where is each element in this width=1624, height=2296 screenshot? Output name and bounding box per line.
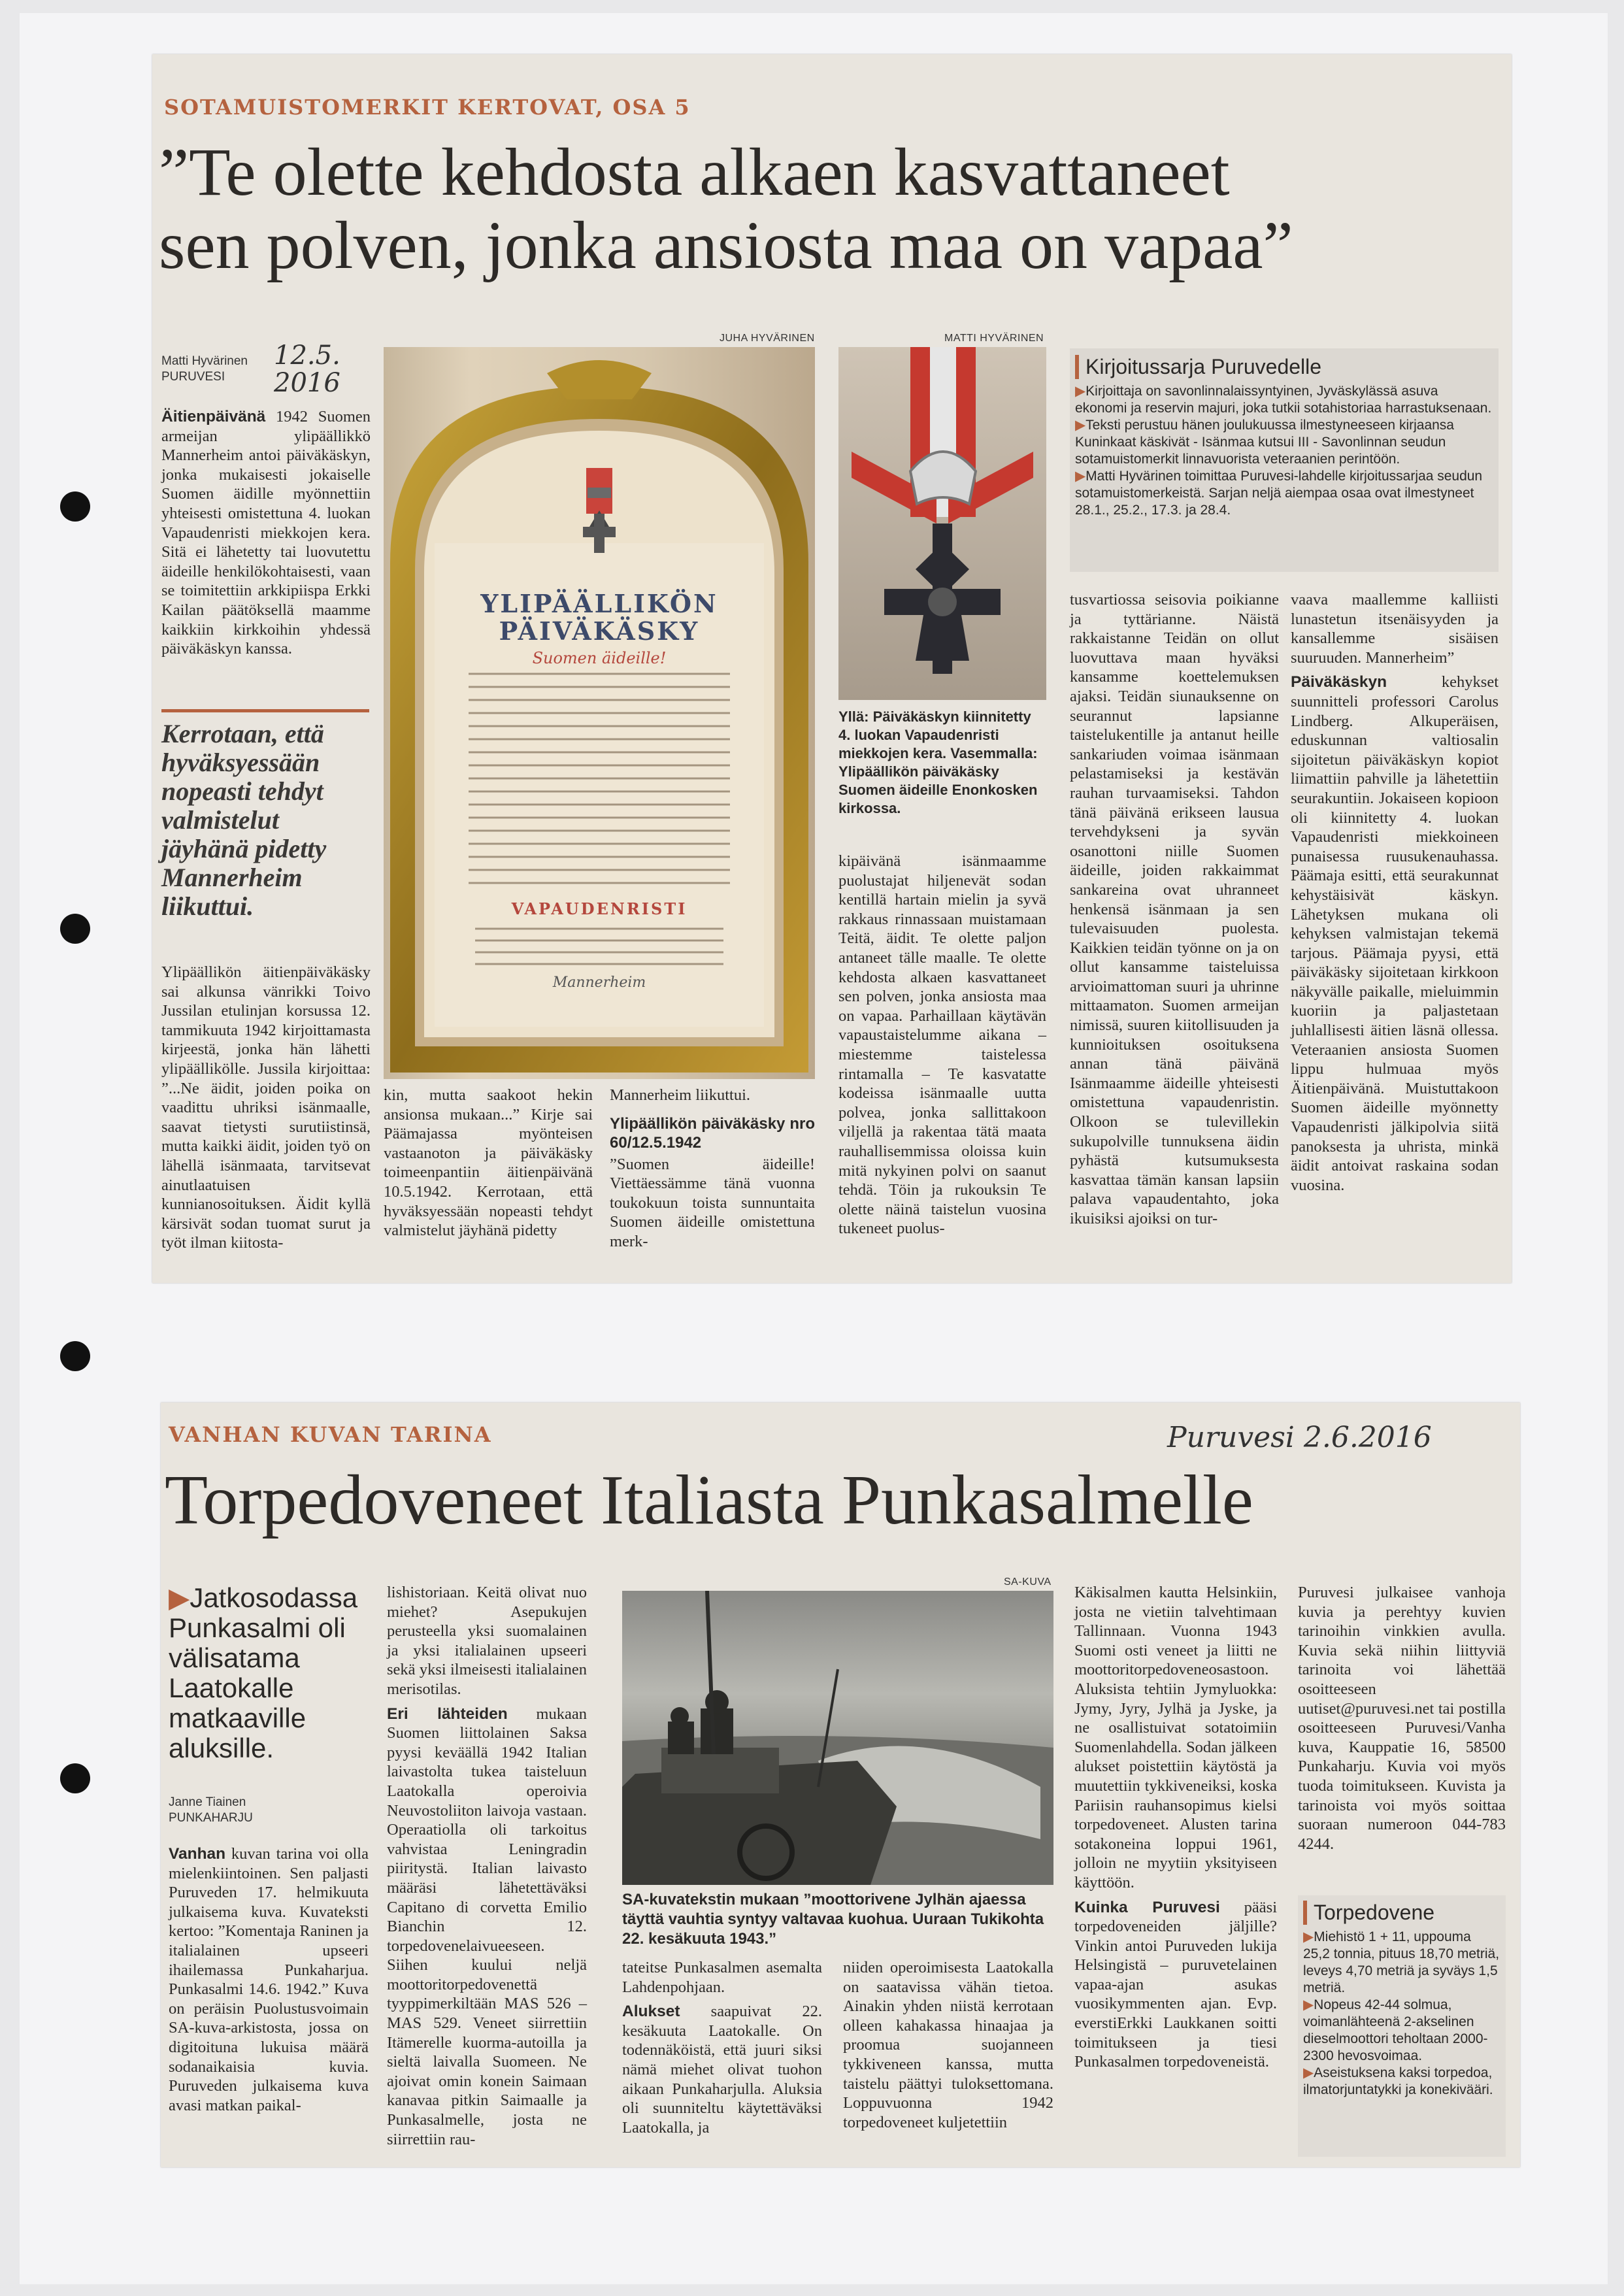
byline-place: PUNKAHARJU — [169, 1811, 253, 1825]
bullet-triangle-icon: ▶ — [1303, 1997, 1314, 2012]
photo-torpedo-boat — [622, 1591, 1053, 1885]
boat-graphic — [622, 1591, 1053, 1885]
poster-title: YLIPÄÄLLIKÖN PÄIVÄKÄSKY — [480, 589, 718, 646]
poster-signature: Mannerheim — [552, 974, 646, 991]
box-item: ▶Matti Hyvärinen toimittaa Puruvesi-lahdelle kirjoitussarjaa seudun sotamuistomerkeistä. Sarjan neljä aiempaa osaa ovat ilmestyneet 28.1., 25.2., 17.3. ja 28.4. — [1075, 469, 1483, 518]
punch-hole — [60, 914, 90, 944]
headline: Torpedoveneet Italiasta Punkasalmelle — [165, 1461, 1253, 1539]
byline — [169, 1795, 253, 1826]
series-kicker: SOTAMUISTOMERKIT KERTOVAT, OSA 5 — [164, 95, 691, 120]
bullet-triangle-icon: ▶ — [1303, 1929, 1314, 1944]
box-item: ▶Nopeus 42-44 solmua, voimanlähteenä 2-akselinen dieselmoottori teholtaan 2000-2300 hevosvoimaa. — [1303, 1997, 1488, 2063]
body-column-5: tusvartiossa seisovia poikianne ja tyttärianne. Näistä rakkaistanne Teidän on ollut luovuttava maan hyväksi kansamme koettelemuksen ajaksi. Teidän siunauksenne on seurannut lapsianne taistelukentille ja antanut heille sankariuden voimaa isänmaan pelastamiseksi ja kestävän rauhan turvaamiseksi. Tahdon tänä päivänä erikseen lausua tervehdykseni ja syvän osanottoni niille Suomen äideille, joiden rakkaimmat sankareina ovat uhranneet henkensä isänmaan ja sen tulevaisuuden puolesta. Kaikkien teidän työnne on ja on ollut kansamme taisteluissa arvioimattoman suuri ja uhrinne mittaamaton. Suomen armeijan nimissä, suuren kiitollisuuden ja kunnioituksen osoituksena annan tänä päivänä Isänmaamme äideille yhteisesti omistettuna vapaudenristin. Olkoon se tulevillekin sukupolville tunnuksena äidin pyhästä kutsumuksesta kasvattaa tämän kansan lapsiin palava vapaudentahto, joka ikuisiksi ajoiksi on tur- — [1070, 591, 1279, 1227]
bullet-triangle-icon: ▶ — [1075, 384, 1086, 399]
byline-place: PURUVESI — [161, 370, 225, 384]
photo-medal — [838, 347, 1046, 700]
body-column-5: Käkisalmen kautta Helsinkiin, josta ne vietiin talvehtimaan Tallinnaan. Vuonna 1943 Suomi osti veneet ja liitti ne moottoritorpedoveneosastoon. Aluksista tehtiin Jymyluokka: Jymy, Jyry, Jylhä ja Jyske, ja ne osallistuivat sotatoimiin Suomenlahdella. Sodan jälkeen alukset poistettiin käytöstä ja muutettiin tykkiveneiksi, koska Pariisin rauhansopimus kielsi torpedoveneet. Alusten tarina sotakoneina loppui 1961, jolloin ne myytiin yksityiseen käyttöön. Kuinka Puruvesi pääsi torpedoveneiden jäljille? Vinkin antoi Puruveden lukija Helsingistä – puruvetelainen vapaa-ajan asukas vuosikymmenten ajan. Evp. everstiErkki Laukkanen soitti toimitukseen ja tiesi Punkasalmen torpedoveneistä. — [1074, 1584, 1278, 2071]
headline-line-1: ”Te olette kehdosta alkaen kasvattaneet — [159, 135, 1230, 210]
photo-credit-1: JUHA HYVÄRINEN — [720, 333, 815, 344]
intro-paragraph: Äitienpäivänä 1942 Suomen armeijan ylipäällikkö Mannerheim antoi päiväkäskyn, jonka mukaisesti jokaiselle Suomen äidille myönnettiin yhteisesti omistettuna 4. luokan Vapaudenristi miekkojen kera. Sitä ei lähetetty tai luovutettu äideille henkilökohtaisesti, vaan se toimitettiin arkkipiispa Erkki Kailan päätöksellä maamme kaikkiin kirkkoihin yhdessä päiväkäskyn kanssa. — [161, 408, 371, 658]
punch-hole — [60, 491, 90, 522]
headline — [159, 136, 1505, 283]
box-title: Kirjoitussarja Puruvedelle — [1075, 355, 1493, 379]
byline-name: Janne Tiainen — [169, 1795, 246, 1809]
newspaper-clipping-2 — [161, 1403, 1520, 2167]
box-item: ▶Teksti perustuu hänen joulukuussa ilmestyneeseen kirjaansa Kuninkaat käskivät - Isänmaa kutsui III - Savonlinnan seudun sotamuistomerkit linnavuorista veteraanien perintöön. — [1075, 418, 1454, 467]
body-column-2: kin, mutta saakoot hekin ansionsa mukaan...” Kirje sai Päämajassa myönteisen vastaanoton ja päiväkäsky toimeenpantiin äitienpäivänä 10.5.1942. Kerrotaan, että hyväksyessään nopeasti tehdyt valmistelut jäyhänä pidetty — [384, 1086, 593, 1240]
punch-hole — [60, 1341, 90, 1371]
photo-framed-order — [384, 347, 815, 1079]
photo-caption: SA-kuvatekstin mukaan ”moottorivene Jylhän ajaessa täyttä vauhtia syntyy valtavaa kuohua. Uuraan Tukikohta 22. kesäkuuta 1943.” — [622, 1891, 1044, 1948]
body-column-1: Vanhan kuvan tarina voi olla mielenkiintoinen. Sen paljasti Puruveden 17. helmikuuta julkaisema kuva. Kuvateksti kertoo: ”Komentaja Raninen ja italialainen upseeri ihailemassa Punkaharjua. Punkasalmi 14.6. 1942.” Kuva on peräisin Puolustusvoimain SA-kuva-arkistosta, jossa on digitoituna lukuisa määrä sodanaikaisia kuvia. Puruveden julkaisema kuva avasi matkan paikal- — [169, 1845, 369, 2114]
box-title: Torpedovene — [1303, 1901, 1500, 1925]
handwritten-note: Puruvesi 2.6.2016 — [1167, 1421, 1432, 1454]
bullet-triangle-icon: ▶ — [1075, 418, 1086, 433]
body-column-3: tateitse Punkasalmen asemalta Lahdenpohjaan. Alukset saapuivat 22. kesäkuuta Laatokalle. On todennäköistä, että juuri siksi nämä miehet olivat tuohon aikaan Punkaharjulla. Aluksia oli suunniteltu käytettäväksi Laatokalla, ja — [622, 1959, 822, 2137]
box-item: ▶Miehistö 1 + 11, uppouma 25,2 tonnia, pituus 18,70 metriä, leveys 4,70 metriä ja syväys 1,5 metriä. — [1303, 1929, 1500, 1995]
box-item: ▶Aseistuksena kaksi torpedoa, ilmatorjuntatykki ja konekivääri. — [1303, 2065, 1493, 2097]
order-subhead: Ylipäällikön päiväkäsky nro 60/12.5.1942 — [610, 1114, 815, 1152]
box-item: ▶Kirjoittaja on savonlinnalaissyntyinen, Jyväskylässä asuva ekonomi ja reservin majuri, joka tutkii sotahistoriaa harrastuksenaan. — [1075, 384, 1492, 416]
byline-name: Matti Hyvärinen — [161, 354, 248, 368]
photo-credit: SA-KUVA — [1004, 1576, 1052, 1588]
punch-hole — [60, 1763, 90, 1793]
series-info-box — [1070, 348, 1499, 572]
body-column-4: niiden operoimisesta Laatokalla on saatavissa vähän tietoa. Ainakin yhden niistä kerrotaan olleen kahakassa hinaajaa ja proomua suojanneen tykkiveneen kanssa, mutta taistelu päättyi tuloksettomana. Loppuvuonna 1942 torpedoveneet kuljetettiin — [843, 1959, 1053, 2131]
medal-graphic — [838, 347, 1046, 700]
poster-subtitle: Suomen äideille! — [532, 649, 667, 667]
frame-graphic — [384, 347, 815, 1079]
body-column-3: Mannerheim liikuttui. Ylipäällikön päiväkäsky nro 60/12.5.1942 ”Suomen äideille! Viettäessämme tänä vuonna toukokuun toista sunnuntaita Suomen äideille omistettuna merk- — [610, 1086, 815, 1250]
photo-caption: Yllä: Päiväkäskyn kiinnitetty 4. luokan Vapaudenristi miekkojen kera. Vasemmalla: Ylipäällikön päiväkäsky Suomen äideille Enonkosken kirkossa. — [838, 708, 1038, 816]
torpedo-fact-box — [1298, 1895, 1506, 2157]
bullet-triangle-icon: ▶ — [1075, 469, 1086, 484]
lead-triangle-icon: ▶ — [169, 1582, 190, 1613]
pull-quote: Kerrotaan, että hyväksyessään nopeasti tehdyt valmistelut jäyhänä pidetty Mannerheim liikuttui. — [161, 719, 327, 921]
handwritten-date: 12.5. 2016 — [274, 341, 340, 398]
bullet-triangle-icon: ▶ — [1303, 2065, 1314, 2080]
body-column-6: Puruvesi julkaisee vanhoja kuvia ja perehtyy kuvien tarinoihin vinkkien avulla. Kuvia sekä niihin liittyviä tarinoita voi lähettää osoitteeseen uutiset@puruvesi.net tai postilla osoitteeseen Puruvesi/Vanha kuva, Kauppatie 16, 58500 Punkaharju. Kuvia voi myös tuoda toimitukseen. Kuvista ja tarinoista voi myös soittaa suoraan numeroon 044-783 4244. — [1298, 1584, 1506, 1853]
body-column-1: Ylipäällikön äitienpäiväkäsky sai alkunsa vänrikki Toivo Jussilan etulinjan korsussa 12. tammikuuta 1942 kirjoittamasta kirjeestä, jonka hän lähetti ylipäällikölle. Jussila kirjoittaa: ”...Ne äidit, joiden poika on vaadittu uhriksi isänmaalle, saavat tietysti surutiistinsä, mutta kaikki äidit, joiden työ on lähellä isänmaata, tarvitsevat ainutlaatuisen kunnianosoituksen. Äidit kyllä kärsivät sodan tuomat surut ja työt ilman kiitosta- — [161, 963, 371, 1252]
byline — [161, 354, 248, 385]
body-column-4: kipäivänä isänmaamme puolustajat hiljenevät sodan kentillä hartain mielin ja syvä rakkaus rinnassaan muistamaan Teitä, äidit. Te olette paljon antaneet tälle maalle. Te olette kehdosta alkaen kasvattaneet sen polven, jonka ansiosta maa on vapaa. Parhaillaan käytävän vapaustaistelumme aikana – miestemme taistelessa rintamalla – Te kasvatatte kodeissa isänmaalle uutta polvea, jonka sallittakoon viljellä ja rakentaa tätä maata rauhallisemmissa oloissa kuin mitä nykyinen polvi on saanut tehdä. Töin ja rukouksin Te olette näinä taistelun vuosina tukeneet puolus- — [838, 852, 1046, 1238]
newspaper-clipping-1 — [152, 54, 1512, 1283]
lead-text: ▶Jatkosodassa Punkasalmi oli välisatama Laatokalle matkaaville aluksille. — [169, 1582, 358, 1763]
body-column-6: vaava maallemme kalliisti lunastetun itsenäisyyden ja kansallemme sisäisen suuruuden. Mannerheim” Päiväkäskyn kehykset suunnitteli professori Carolus Lindberg. Alkuperäisen, eduskunnan valtiosalin sijoitetun päiväkäskyn kopiot liimattiin pahville ja lähetettiin seurakuntiin. Jokaiseen kopioon oli kiinnitetty 4. luokan Vapaudenristi miekkoineen punaisessa ruusukenauhassa. Päämaja esitti, että seurakunnat kehystäisivät käskyn. Lähetyksen mukana oli kehyksen valmistajan tekemä tarjous. Päämaja pyysi, että päiväkäsky sijoitetaan kirkkoon näkyvälle paikalle, mieluimmin kuoriin ja paljastetaan juhlallisesti äitien läsnä ollessa. Veteraanien ansiosta Suomen lippu hulmuaa myös Äitienpäivänä. Muistuttakoon Suomen äideille myönnetty Vapaudenristi jälkipolvia siitä panoksesta ja uhrista, minkä äidit antoivat raskaina sodan vuosina. — [1291, 591, 1499, 1194]
series-kicker: VANHAN KUVAN TARINA — [169, 1422, 492, 1447]
body-column-2: lishistoriaan. Keitä olivat nuo miehet? Asepukujen perusteella yksi suomalainen ja yksi italialainen upseeri sekä yksi ilmeisesti italialainen merisotilas. Eri lähteiden mukaan Suomen liittolainen Saksa pyysi keväällä 1942 Italian laivastolta tukea taisteluun Laatokalla operoivia Neuvostoliiton laivoja vastaan. Operaatiolla oli tarkoitus vahvistaa Leningradin piiritystä. Italian laivasto määräsi lähetettäväksi Capitano di corvetta Emilio Bianchin 12. torpedovenelaivueeseen. Siihen kuului neljä moottoritorpedovenettä tyyppimerkiltään MAS 526 – MAS 529. Veneet siirrettiin Itämerelle kuorma-autoilla ja sieltä laivalla Suomeen. Ne ajoivat omin konein Saimaan kanavaa pitkin Saimaalle ja Punkasalmelle, josta ne siirrettiin rau- — [387, 1584, 587, 2148]
headline-line-2: sen polven, jonka ansiosta maa on vapaa” — [159, 208, 1293, 284]
photo-credit-2: MATTI HYVÄRINEN — [944, 333, 1044, 344]
quote-rule — [161, 709, 369, 712]
poster-cross-label: VAPAUDENRISTI — [511, 899, 688, 918]
